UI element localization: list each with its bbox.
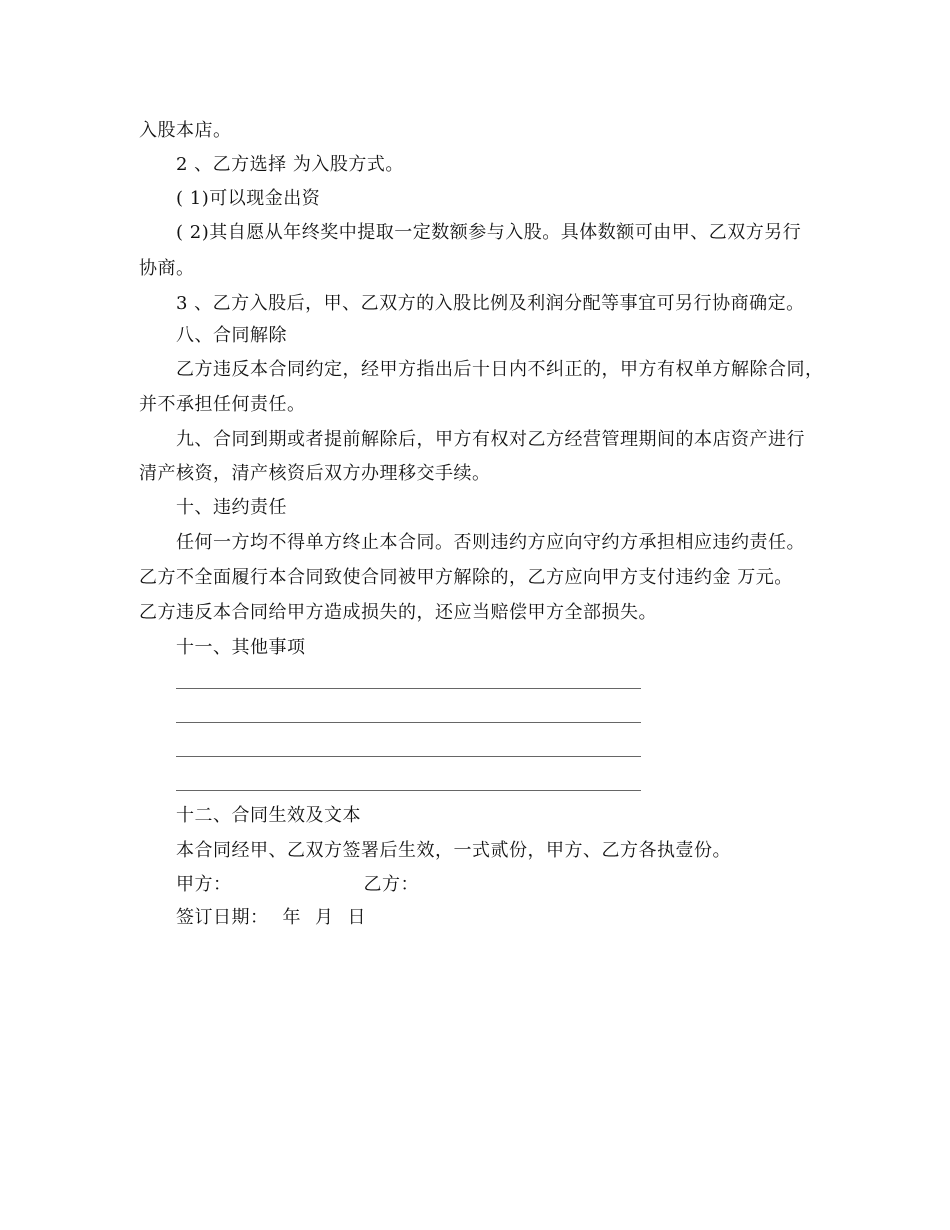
date-month: 月 [315,907,334,928]
paragraph-line: ( 1)可以现金出资 [176,188,321,209]
paragraph-line: 任何一方均不得单方终止本合同。否则违约方应向守约方承担相应违约责任。 [176,532,805,553]
date-year: 年 [282,907,301,928]
blank-fill-line [176,790,641,791]
paragraph-line: 协商。 [139,258,195,279]
paragraph-line: 乙方不全面履行本合同致使合同被甲方解除的，乙方应向甲方支付违约金 万元。 [139,567,793,588]
blank-fill-line [176,722,641,723]
paragraph-line: 入股本店。 [139,120,232,141]
paragraph-line: 本合同经甲、乙双方签署后生效，一式贰份，甲方、乙方各执壹份。 [176,840,731,861]
blank-fill-line [176,756,641,757]
paragraph-line: 3 、乙方入股后，甲、乙双方的入股比例及利润分配等事宜可另行协商确定。 [176,293,805,314]
paragraph-line: 九、合同到期或者提前解除后，甲方有权对乙方经营管理期间的本店资产进行 [176,429,805,450]
party-b-label: 乙方： [363,874,419,895]
date-day: 日 [347,907,366,928]
section-heading: 十一、其他事项 [176,637,306,658]
signing-date-row [176,906,366,930]
paragraph-line: ( 2)其自愿从年终奖中提取一定数额参与入股。具体数额可由甲、乙双方另行 [176,222,802,243]
paragraph-line: 并不承担任何责任。 [139,394,306,415]
paragraph-line: 乙方违反本合同约定，经甲方指出后十日内不纠正的，甲方有权单方解除合同， [176,359,824,380]
section-heading: 十二、合同生效及文本 [176,805,361,826]
party-a-label: 甲方： [176,874,232,895]
paragraph-line: 清产核资，清产核资后双方办理移交手续。 [139,463,491,484]
section-heading: 八、合同解除 [176,325,287,346]
paragraph-line: 2 、乙方选择 为入股方式。 [176,154,404,175]
date-label: 签订日期： [176,907,269,928]
signature-row [176,873,419,897]
blank-fill-line [176,688,641,689]
section-heading: 十、违约责任 [176,497,287,518]
paragraph-line: 乙方违反本合同给甲方造成损失的，还应当赔偿甲方全部损失。 [139,602,657,623]
